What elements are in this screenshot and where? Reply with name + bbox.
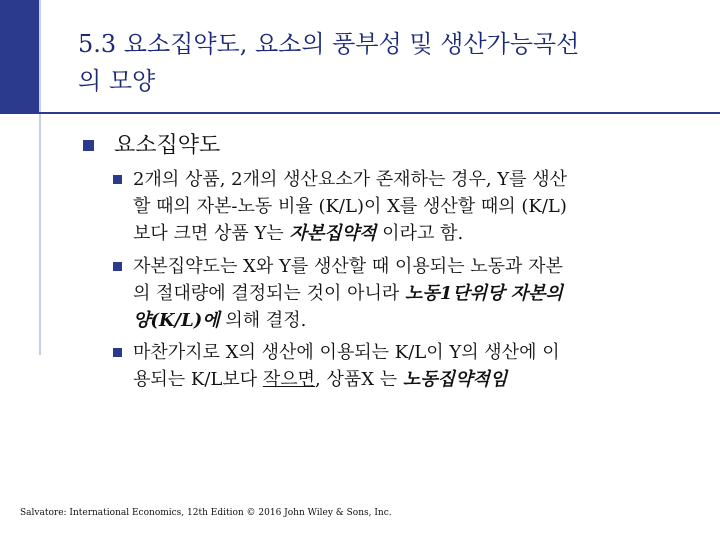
section-heading-label: 요소집약도 bbox=[114, 133, 221, 158]
text-segment: 의해 결정. bbox=[219, 310, 307, 331]
bullet-line bbox=[133, 253, 693, 280]
bullet-line bbox=[133, 220, 693, 247]
underlined-text: 작으면 bbox=[262, 369, 316, 390]
text-segment: 마찬가지로 X의 생산에 이용되는 K/L이 Y의 생산에 이 bbox=[133, 342, 560, 363]
emphasis-text: 양(K/L)에 bbox=[133, 310, 220, 331]
bullet-item-3 bbox=[113, 339, 693, 393]
bullet-line bbox=[133, 193, 693, 220]
left-vertical-rule bbox=[39, 0, 41, 355]
text-segment: 할 때의 자본-노동 비율 (K/L)이 X를 생산할 때의 (K/L) bbox=[133, 196, 567, 217]
bullet-square-icon bbox=[113, 262, 122, 271]
bullet-line bbox=[133, 339, 693, 366]
slide-title bbox=[78, 26, 698, 100]
text-segment: 자본집약도는 X와 Y를 생산할 때 이용되는 노동과 자본 bbox=[133, 256, 563, 277]
bullet-square-icon bbox=[113, 348, 122, 357]
text-segment: 이라고 함. bbox=[376, 223, 464, 244]
footer-citation: Salvatore: International Economics, 12th Edition © 2016 John Wiley & Sons, Inc. bbox=[20, 508, 392, 518]
bullet-line bbox=[133, 307, 693, 334]
bullet-square-icon bbox=[113, 175, 122, 184]
bullet-line bbox=[133, 280, 693, 307]
title-line-2: 의 모양 bbox=[78, 67, 156, 95]
text-segment: 보다 크면 상품 Y는 bbox=[133, 223, 290, 244]
bullet-line bbox=[133, 366, 693, 393]
bullet-text bbox=[133, 166, 693, 247]
title-line-1: 5.3 요소집약도, 요소의 풍부성 및 생산가능곡선 bbox=[78, 30, 580, 58]
text-segment: 2개의 상품, 2개의 생산요소가 존재하는 경우, Y를 생산 bbox=[133, 169, 568, 190]
text-segment: , 상품X 는 bbox=[315, 369, 403, 390]
emphasis-text: 노동집약적임 bbox=[402, 369, 508, 390]
emphasis-text: 자본집약적 bbox=[289, 223, 377, 244]
bullet-text bbox=[133, 339, 693, 393]
section-heading bbox=[83, 131, 220, 161]
title-underline-rule bbox=[0, 112, 720, 114]
bullet-item-1 bbox=[113, 166, 693, 247]
text-segment: 용되는 K/L보다 bbox=[133, 369, 263, 390]
emphasis-text: 노동1단위당 자본의 bbox=[405, 283, 563, 304]
bullet-text bbox=[133, 253, 693, 334]
bullet-item-2 bbox=[113, 253, 693, 334]
left-accent-block bbox=[0, 0, 39, 112]
bullet-line bbox=[133, 166, 693, 193]
text-segment: 의 절대량에 결정되는 것이 아니라 bbox=[133, 283, 406, 304]
